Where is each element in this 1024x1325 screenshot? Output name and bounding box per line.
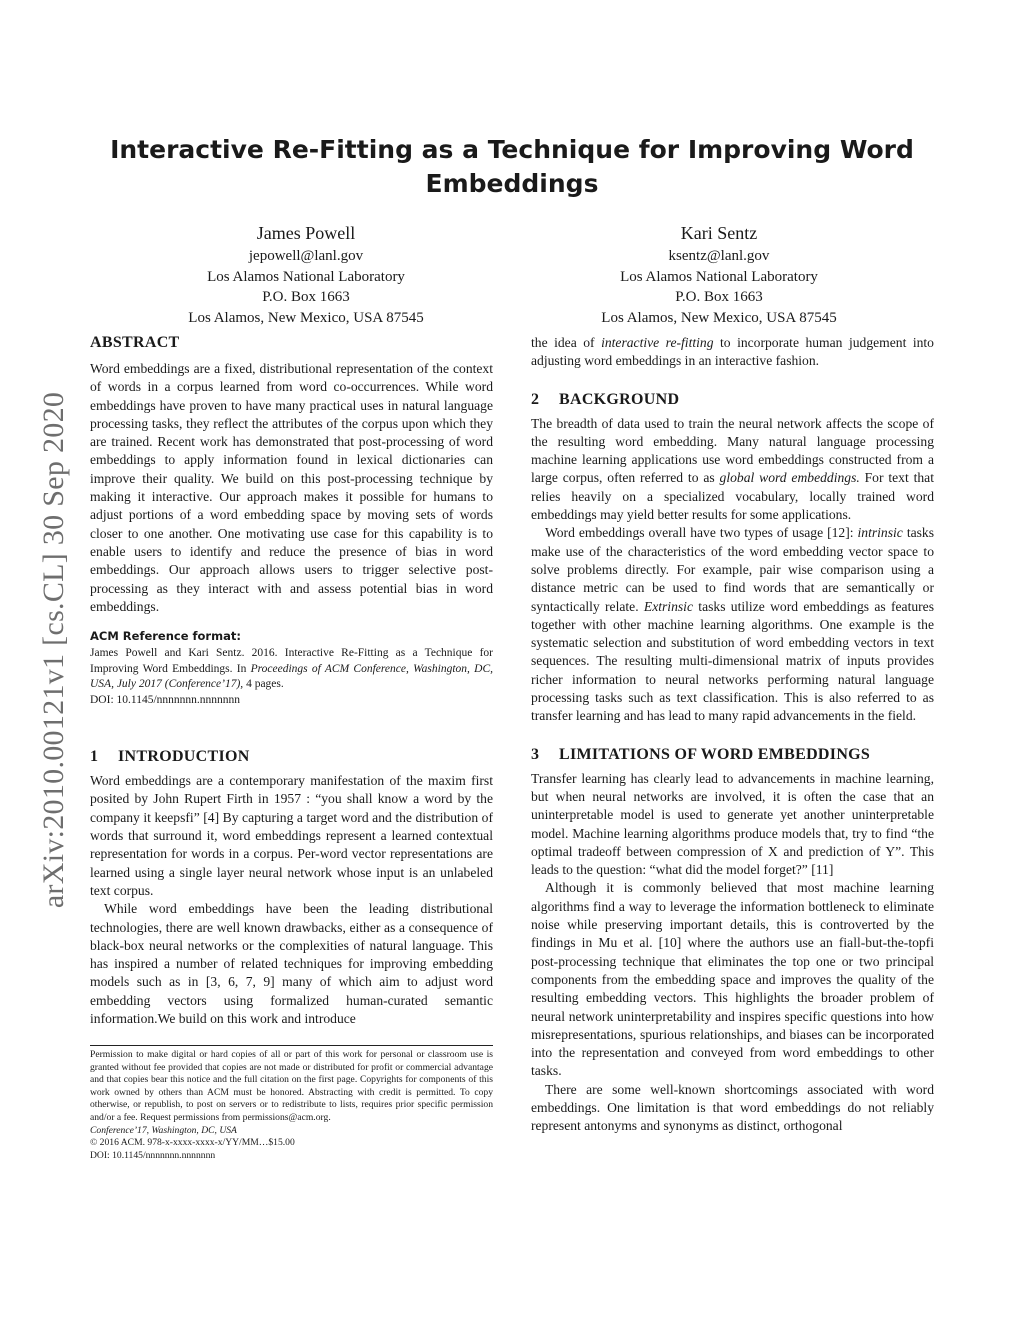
abstract-heading: ABSTRACT [90,334,180,351]
acm-reference-heading: ACM Reference format: [90,629,241,644]
permission-notice: Permission to make digital or hard copies of all or part of this work for personal or classroom use is granted without fee provided that copies are not made or distributed for profit or commercial advantage and that copies bear this notice and the full citation on the first page. Copyrights for components of this work owned by others than ACM must be honored. Abstracting with credit is permitted. To copy otherwise, or republish, to post on servers or to redistribute to lists, requires prior specific permission and/or a fee. Request permissions from permissions@acm.org. [90,1049,493,1123]
author-name: Kari Sentz [680,223,758,243]
author-address: Los Alamos, New Mexico, USA 87545 [601,309,837,326]
section-heading-introduction: 1 INTRODUCTION [90,748,250,766]
author-email: jepowell@lanl.gov [248,248,364,264]
footnote-doi: DOI: 10.1145/nnnnnnn.nnnnnnn [90,1149,216,1161]
acm-reference-doi: DOI: 10.1145/nnnnnnn.nnnnnnn [90,693,241,706]
background-paragraph-1: The breadth of data used to train the neural network affects the scope of the resulting word embedding. Many natural language processing machine learning applications use word embeddings constructed from a large corpus, often referred to as global word embeddings. For text that relies heavily on a specialized vocabulary, locally trained word embeddings may yield better results for some applications. [531,415,934,523]
acm-reference-venue: Proceedings of ACM Conference, Washington, DC, USA, July 2017 (Conference’17), [90,662,493,691]
intro-paragraph-2-continued: the idea of interactive re-fitting to incorporate human judgement into adjusting word embeddings in an interactive fashion. [531,335,934,369]
background-paragraph-2: Word embeddings overall have two types of usage [12]: intrinsic tasks make use of the characteristics of the word embedding vector space to solve problems directly. For example, pair wise comparison using a distance metric can be used to find words that are semantically or syntactically relate. Extrinsic tasks utilize word embeddings as features together with other machine learning algorithms. One example is the systematic selection and substitution of word embedding vectors in text sequences. The resulting multi-dimensional matrix of inputs provides richer information to neural networks performing natural language processing tasks such as text classification. This is also referred to as transfer learning and has lead to many rapid advancements in the field. [531,525,935,724]
intro-paragraph-2: While word embeddings have been the leading distributional technologies, there are well known drawbacks, either as a consequence of black-box neural networks or the complexities of natural language. This has inspired a number of related techniques for improving embedding models such as in [3, 6, 7, 9] many of which aim to adjust word embedding vectors using formalized human-curated semantic information.We build on this work and introduce [90,901,493,1027]
limitations-paragraph-2: Although it is commonly believed that most machine learning algorithms find a way to leverage the information bottleneck to eliminate noise while preserving important details, this is controverted by the findings in Mu et al. [10] where the authors use an fiall-but-the-topfi post-processing technique that eliminates the top one or two principal components from the embedding space and improves the quality of the resulting embedding vectors. This highlights the broader problem of neural network uninterpretability and inspires specific questions into how misrepresentations, spurious relationships, and biases can be incorporated into the representation and conveyed from word embeddings to other tasks. [531,880,934,1079]
footnote-divider [90,1045,493,1046]
title-line-1: Interactive Re-Fitting as a Technique for Improving Word [110,135,914,164]
author-block-sentz [549,220,889,328]
abstract-text: Word embeddings are a fixed, distributional representation of the context of words in a corpus learned from word co-occurrences. While word embeddings have proven to have many practical uses in natural language processing tasks, they reflect the attributes of the corpus upon which they are trained. Recent work has demonstrated that post-processing of word embeddings to apply information found in lexical dictionaries can improve their quality. We build on this post-processing technique by making it interactive. Our approach makes it possible for humans to adjust portions of a word embedding space by moving sets of words closer to one another. One motivating use case for this capability is to enable users to identify and reduce the presence of bias in word embeddings. Our approach allows users to trigger selective post-processing as they interact with and assess potential bias in word embeddings. [90,361,493,614]
left-column [90,332,493,1028]
author-email: ksentz@lanl.gov [668,248,770,264]
copyright-footnote [90,1049,493,1162]
copyright-line: © 2016 ACM. 978-x-xxxx-xxxx-x/YY/MM…$15.00 [90,1137,295,1149]
author-address: Los Alamos, New Mexico, USA 87545 [188,309,424,326]
conference-info: Conference’17, Washington, DC, USA [90,1124,237,1136]
acm-reference-text: James Powell and Kari Sentz. 2016. Interactive Re-Fitting as a Technique for Improving Word Embeddings. In Proceedings of ACM Conference, Washington, DC, USA, July 2017 (Conference’17), 4 pages. [90,647,493,691]
arxiv-identifier-stamp: arXiv:2010.00121v1 [cs.CL] 30 Sep 2020 [37,391,70,909]
intro-paragraph-1: Word embeddings are a contemporary manifestation of the maxim first posited by John Rupert Firth in 1957 : “you shall know a word by the company it keepsfi” [4] By capturing a target word and the distribution of words that surround it, word embeddings represent a learned contextual representation for words in a corpus. Per-word vector representations are learned using a single layer neural network whose input is an unlabeled text corpus. [90,773,493,898]
author-po-box: P.O. Box 1663 [262,289,350,305]
paper-title [110,133,914,201]
title-line-2: Embeddings [425,169,599,198]
author-po-box: P.O. Box 1663 [675,289,763,305]
limitations-paragraph-3: There are some well-known shortcomings associated with word embeddings. One limitation is that word embeddings do not reliably represent antonyms and synonyms as distinct, orthogonal [531,1081,934,1134]
author-affiliation: Los Alamos National Laboratory [207,268,405,285]
author-affiliation: Los Alamos National Laboratory [620,268,818,285]
section-heading-background: 2 BACKGROUND [531,390,680,408]
right-column [531,334,934,1136]
section-heading-limitations: 3 LIMITATIONS OF WORD EMBEDDINGS [531,745,871,763]
author-name: James Powell [256,223,356,243]
author-block-powell [136,220,476,328]
limitations-paragraph-1: Transfer learning has clearly lead to advancements in machine learning, but when neural networks are involved, it is often the case that an uninterpretable model is used to generate yet another uninterpretable model. Machine learning algorithms produce models that, try to find “the optimal tradeoff between compression of X and prediction of Y”. This leads to the question: “what did the model forget?” [11] [531,770,934,878]
